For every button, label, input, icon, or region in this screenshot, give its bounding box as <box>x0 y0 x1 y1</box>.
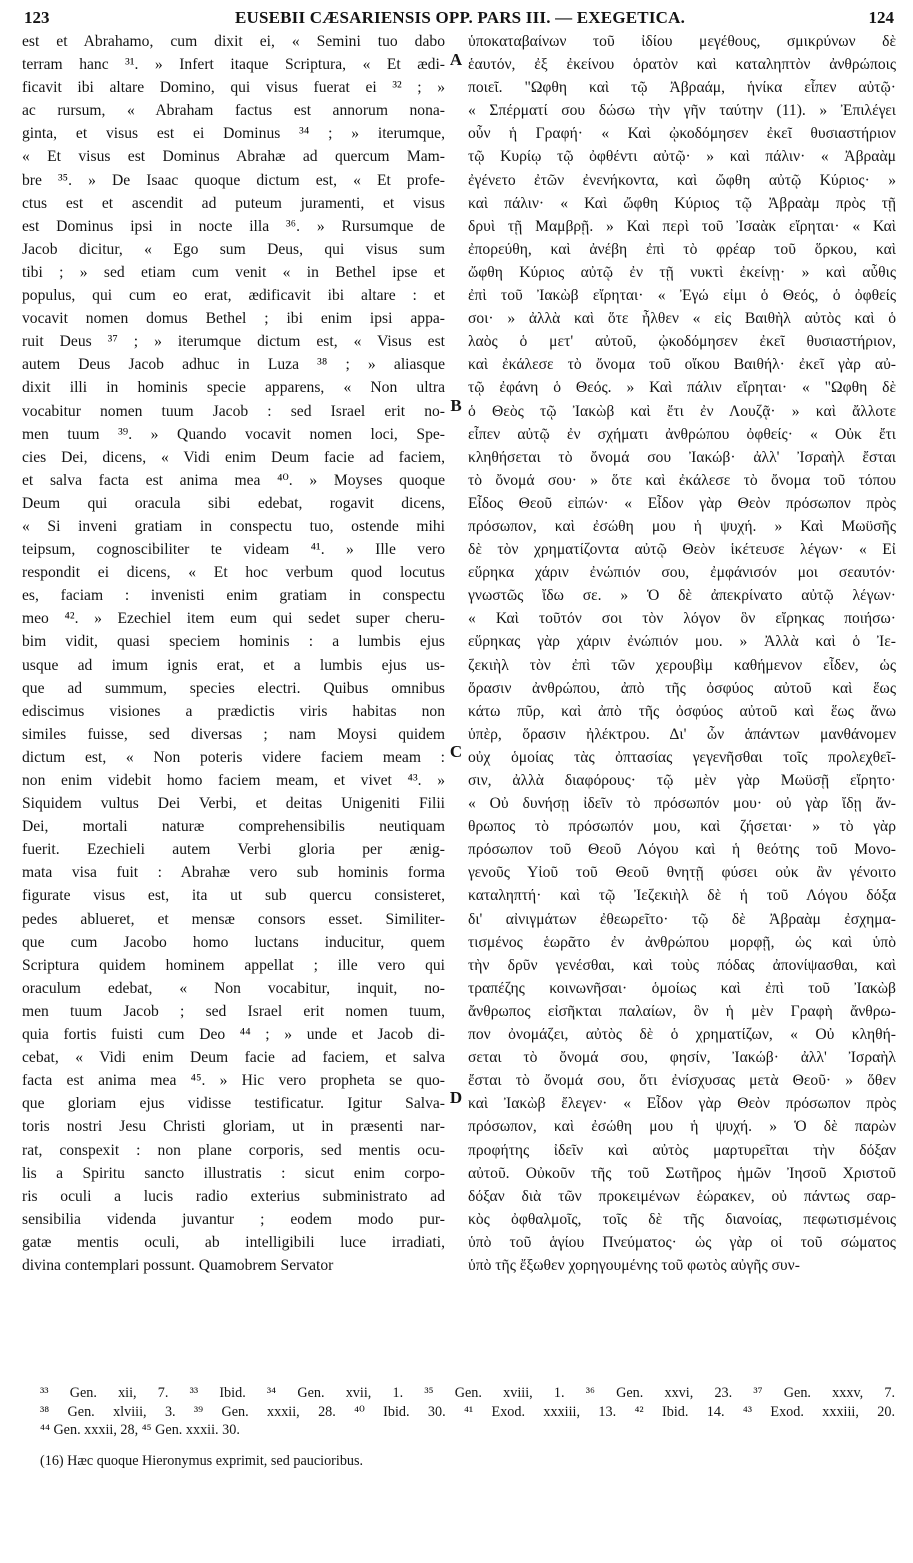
greek-text-line: τισμένος ἑωρᾶτο ἐν ἀνθρώπου μορφῇ, ὡς καὶ ὑπὸ <box>468 933 896 951</box>
latin-text-line: mata visa fuit : Abrahæ vero sub hominis forma <box>22 864 445 882</box>
greek-text-line: « Οὐ δυνήσῃ ἰδεῖν τὸ πρόσωπόν μου· οὐ γὰρ ἴδῃ ἄν- <box>468 795 896 813</box>
running-title: EUSEBII CÆSARIENSIS OPP. PARS III. — EXEGETICA. <box>234 8 686 27</box>
greek-text-line: ὑπὸ τοῦ ἁγίου Πνεύματος· ὡς γὰρ οἱ τοῦ σώματος <box>468 1233 896 1251</box>
latin-text-line: ris oculi a lucis radio exterius subministrato ad <box>22 1187 445 1205</box>
latin-text-line: oraculum edebat, « Non vocabitur, inquit, no- <box>22 979 445 997</box>
latin-text-line: autem Deus Jacob adhuc in Luza ³⁸ ; » aliasque <box>22 356 445 374</box>
latin-text-line: lis a Spiritu sancto illustratis : sicut enim corpo- <box>22 1164 445 1182</box>
latin-text-line: meo ⁴². » Ezechiel item eum qui sedet super cheru- <box>22 610 445 628</box>
greek-text-line: καὶ Ἰακὼβ ἔλεγεν· « Εἶδον γὰρ Θεὸν πρόσωπον πρὸς <box>468 1095 896 1113</box>
latin-text-line: similes fuisse, sed diversas ; nam Moysi quidem <box>22 725 445 743</box>
greek-text-line: ὁ Θεὸς τῷ Ἰακὼβ καὶ ἔτι ἐν Λουζᾷ· » καὶ ἄλλοτε <box>468 402 896 420</box>
latin-text-line: Scriptura quidem hominem appellat ; ille vero qui <box>22 956 445 974</box>
latin-text-line: ruit Deus ³⁷ ; » iterumque dictum est, « Visus est <box>22 333 445 351</box>
greek-text-line: ὑπὸ τῆς ἔξωθεν χορηγουμένης τοῦ φωτὸς αὐγῆς συν- <box>468 1256 800 1274</box>
latin-text-line: Dei, mortali naturæ comprehensibilis neutiquam <box>22 818 445 836</box>
margin-marker-a: A <box>449 50 463 69</box>
footnote-line: ³³ Gen. xii, 7. ³³ Ibid. ³⁴ Gen. xvii, 1. ³⁵ Gen. xviii, 1. ³⁶ Gen. xxvi, 23. ³⁷ Gen. xxxv, 7. <box>40 1385 895 1401</box>
greek-text-line: κὸς ὀφθαλμοῖς, τοῖς δὲ τῆς διανοίας, πεφωτισμένοις <box>468 1210 896 1228</box>
latin-text-line: ediscimus visiones a prædictis viris habitas non <box>22 702 445 720</box>
latin-text-line: bre ³⁵. » De Isaac quoque dictum est, « Et profe- <box>22 171 445 189</box>
latin-text-line: gatæ mentis oculi, ab intelligibili luce irradiati, <box>22 1233 445 1251</box>
greek-text-line: ὑπὲρ, ὅρασιν ἠλέκτρου. Δι' ὧν ἁπάντων μανθάνομεν <box>468 725 896 743</box>
greek-text-line: ἔσται τὸ ὄνομά σου, ὅτι ἐνίσχυσας μετὰ Θεοῦ· » ὅθεν <box>468 1072 896 1090</box>
greek-text-line: εὕρηκας γὰρ χάριν ἐνώπιόν μου. » Ἀλλὰ καὶ ὁ Ἰε- <box>468 633 896 651</box>
latin-text-line: Jacob dicitur, « Ego sum Deus, qui visus sum <box>22 240 445 258</box>
latin-text-line: divina contemplari possunt. Quamobrem Servator <box>22 1256 334 1274</box>
greek-text-line: οὖν ἡ Γραφή· « Καὶ ᾠκοδόμησεν ἐκεῖ θυσιαστήριον <box>468 125 896 143</box>
latin-text-line: es, faciam : invenisti enim gratiam in conspectu <box>22 587 445 605</box>
greek-text-line: ἐγένετο ἐτῶν ἐνενήκοντα, καὶ ὤφθη αὐτῷ Κύριος· » <box>468 171 896 189</box>
latin-text-line: est et Abrahamo, cum dixit ei, « Semini tuo dabo <box>22 33 445 50</box>
greek-text-line: εἶπεν αὐτῷ ἐν σχήματι ἀνθρώπου ὀφθείς· « Οὐκ ἔτι <box>468 425 896 443</box>
latin-text-line: facta est anima mea ⁴⁵. » Hic vero propheta se quo- <box>22 1072 445 1090</box>
greek-text-line: τραπέζης κοινωνῆσαι· ὁμοίως καὶ ἐπὶ τοῦ Ἰακὼβ <box>468 979 896 997</box>
greek-text-line: « Σπέρματί σου δώσω τὴν γῆν ταύτην (11). » Ἐπιλέγει <box>468 102 896 120</box>
latin-text-line: dixit illi in hominis specie apparens, « Non ultra <box>22 379 445 397</box>
latin-text-line: cies Dei, dicens, « Vidi enim Deum facie ad faciem, <box>22 448 445 466</box>
greek-text-line: ζεκιὴλ τὸν ἐπὶ τῶν χερουβὶμ καθήμενον εἶδεν, ὡς <box>468 656 896 674</box>
greek-text-line: τῷ Κυρίῳ τῷ ὀφθέντι αὐτῷ· » καὶ πάλιν· « Ἀβραὰμ <box>468 148 896 166</box>
latin-text-line: cebat, « Vidi enim Deum facie ad faciem, et salva <box>22 1049 445 1067</box>
latin-text-line: non enim videbit homo faciem meam, et vivet ⁴³. » <box>22 772 445 789</box>
greek-text-line: δὲ τὸν χρηματίζοντα αὐτῷ Θεὸν ἱκέτευσε λέγων· « Εἰ <box>468 541 896 559</box>
greek-text-line: τὴν δρῦν γενέσθαι, καὶ τοὺς πόδας ἀπονίψασθαι, καὶ <box>468 956 896 974</box>
greek-text-line: αὐτοῦ. Οὐκοῦν τῆς τοῦ Σωτῆρος ἡμῶν Ἰησοῦ Χριστοῦ <box>468 1164 896 1182</box>
latin-text-line: que cum Jacobo homo luctans inducitur, quem <box>22 933 445 951</box>
scripture-footnotes <box>40 1384 895 1440</box>
latin-text-line: que gloriam ejus vidisse testificatur. Igitur Salva- <box>22 1095 445 1113</box>
greek-text-line: σεται τὸ ὄνομά σου, φησίν, Ἰακώβ· ἀλλ' Ἰσραὴλ <box>468 1049 896 1067</box>
greek-text-line: σιν, ἀλλὰ διαφόρους· τῷ μὲν γὰρ Μωϋσῇ εἴρητο· <box>468 772 896 789</box>
latin-text-line: teipsum, cognoscibiliter te videam ⁴¹. » Ille vero <box>22 541 445 559</box>
greek-text-line: ὤφθη Κύριος αὐτῷ ἐν τῇ νυκτὶ ἐκείνῃ· » καὶ αὖθις <box>468 263 896 281</box>
latin-text-line: ac rursum, « Abraham factus est annorum nona- <box>22 102 445 120</box>
latin-text-line: respondit ei dicens, « Et hoc verbum quod locutus <box>22 564 445 582</box>
latin-text-line: est Dominus ipsi in nocte illa ³⁶. » Rursumque de <box>22 217 445 235</box>
greek-text-line: τὸ ὄνομά σου· » ὅτε καὶ ἐκάλεσε τὸ ὄνομα τοῦ τόπου <box>468 471 896 489</box>
latin-text-line: fuerit. Ezechieli autem Verbi gloria per ænig- <box>22 841 445 859</box>
latin-text-line: bim vidit, quasi speciem hominis : a lumbis ejus <box>22 633 445 651</box>
greek-text-line: πρόσωπον, καὶ ἐσώθη μου ἡ ψυχή. » Ὁ δὲ παρὼν <box>468 1118 896 1136</box>
footnote-line: ⁴⁴ Gen. xxxii, 28, ⁴⁵ Gen. xxxii. 30. <box>40 1422 240 1438</box>
margin-marker-d: D <box>449 1088 463 1107</box>
greek-text-line: ἑαυτόν, ἐξ ἐκείνου ὁρατὸν καὶ καταληπτὸν ἀνθρώποις <box>468 56 896 74</box>
latin-text-line: « Si inveni gratiam in conspectu tuo, ostende mihi <box>22 517 445 535</box>
latin-text-line: vocavit nomen domus Bethel ; ibi enim ipsi appa- <box>22 310 445 328</box>
latin-text-line: men tuum ³⁹. » Quando vocavit nomen loci, Spe- <box>22 425 445 443</box>
latin-text-line: figurate visus est, ita ut sub quercu consisteret, <box>22 887 445 905</box>
margin-marker-c: C <box>449 742 463 761</box>
latin-text-line: populus, qui cum eo erat, ædificavit ibi altare : et <box>22 287 445 305</box>
greek-text-column <box>468 30 896 1370</box>
latin-text-line: terram hanc ³¹. » Infert itaque Scriptura, « Et ædi- <box>22 56 445 74</box>
margin-marker-b: B <box>450 396 462 415</box>
latin-text-column <box>22 30 445 1370</box>
greek-text-line: δι' αἰνιγμάτων ἐθεωρεῖτο· τῷ δὲ Ἀβραὰμ ἐσχημα- <box>468 910 896 928</box>
greek-text-line: ἐπὶ τοῦ Ἰακὼβ εἴρηται· « Ἐγώ εἰμι ὁ Θεός, ὁ ὀφθείς <box>468 287 896 305</box>
greek-text-line: γενοῦς Υἱοῦ τοῦ Θεοῦ θνητῇ φύσει οὐκ ἂν γένοιτο <box>468 864 896 882</box>
greek-text-line: ὅρασιν ἀνθρώπου, ἀπὸ τῆς ὀσφύος αὐτοῦ καὶ ἕως <box>468 679 896 697</box>
page-number-right: 124 <box>868 8 894 27</box>
greek-text-line: πρόσωπον, καὶ ἐσώθη μου ἡ ψυχή. » Καὶ Μωϋσῆς <box>468 517 896 535</box>
greek-text-line: ἐπορεύθη, καὶ ἀνέβη ἐπὶ τὸ φρέαρ τοῦ ὅρκου, καὶ <box>468 240 896 258</box>
latin-text-line: quia fortis fuisti cum Deo ⁴⁴ ; » unde et Jacob di- <box>22 1026 445 1044</box>
greek-text-line: οὐχ ὁμοίας τὰς ὀπτασίας γεγενῆσθαι τοῖς προλεχθεῖ- <box>468 748 896 766</box>
greek-text-line: δόξαν διὰ τῶν προκειμένων ἑώρακεν, οὐ πάντως σαρ- <box>468 1187 896 1205</box>
greek-text-line: κάτω πῦρ, καὶ ἀπὸ τῆς ὀσφύος αὐτοῦ καὶ ἕως ἄνω <box>468 702 896 720</box>
greek-text-line: ποιεῖ. "Ωφθη καὶ τῷ Ἀβραάμ, ἡνίκα εἶπεν αὐτῷ· <box>468 79 896 97</box>
greek-text-line: λαὸς ὁ μετ' αὐτοῦ, ᾠκοδόμησεν ἐκεῖ θυσιαστήριον, <box>468 333 896 351</box>
greek-text-line: καταληπτή· καὶ τῷ Ἰεζεκιὴλ δὲ ἡ τοῦ Λόγου δόξα <box>468 887 896 905</box>
latin-text-line: usque ad imum ignis erat, et a lumbis ejus us- <box>22 656 445 674</box>
greek-text-line: τῷ ἐφάνη ὁ Θεός. » Καὶ πάλιν εἴρηται· « "Ωφθη δὲ <box>468 379 896 397</box>
greek-text-line: κληθήσεται τὸ ὄνομά σου Ἰακώβ· ἀλλ' Ἰσραὴλ ἔσται <box>468 448 896 466</box>
latin-text-line: Siquidem vultus Dei Verbi, et deitas Unigeniti Filii <box>22 795 445 813</box>
greek-text-line: ὑποκαταβαίνων τοῦ ἰδίου μεγέθους, σμικρύνων δὲ <box>468 33 896 50</box>
latin-text-line: pedes ablueret, et mensæ consors esset. Similiter- <box>22 910 445 928</box>
latin-text-line: ctus est et ascendit ad puteum juramenti, et visus <box>22 194 445 212</box>
greek-text-line: καὶ πάλιν· « Καὶ ὤφθη Κύριος τῷ Ἀβραὰμ πρὸς τῇ <box>468 194 896 212</box>
greek-text-line: εὕρηκα χάριν ἐνώπιόν σου, ἐμφάνισόν μοι σεαυτόν· <box>468 564 896 582</box>
latin-text-line: rat, conspexit : non plane corporis, sed mentis ocu- <box>22 1141 445 1159</box>
greek-text-line: πον ὀνομάζει, αὐτὸς δὲ ὁ χρηματίζων, « Οὐ κληθή- <box>468 1026 896 1044</box>
latin-text-line: ficavit ibi altare Domino, qui visus fuerat ei ³² ; » <box>22 79 445 97</box>
greek-text-line: δρυὶ τῇ Μαμβρῇ. » Καὶ περὶ τοῦ Ἰσαὰκ εἴρηται· « Καὶ <box>468 217 896 235</box>
footnote-line: ³⁸ Gen. xlviii, 3. ³⁹ Gen. xxxii, 28. ⁴⁰ Ibid. 30. ⁴¹ Exod. xxxiii, 13. ⁴² Ibid. 14. ⁴³ Exod. xxxiii, 20. <box>40 1403 895 1420</box>
latin-text-line: toris nostri Jesu Christi gloriam, ut in præsenti nar- <box>22 1118 445 1136</box>
greek-text-line: πρόσωπον τοῦ Θεοῦ Λόγου καὶ ἡ θεότης τοῦ Μονο- <box>468 841 896 859</box>
greek-text-line: ἄνθρωπος εἰσῆκται παλαίων, ὃν ἡ μὲν Γραφὴ ἄνθρω- <box>468 1002 896 1020</box>
latin-text-line: dictum est, « Non poteris videre faciem meam : <box>22 748 445 766</box>
greek-text-line: « Καὶ τοῦτόν σοι τὸν λόγον ὃν εἴρηκας ποιήσω· <box>468 610 896 628</box>
latin-text-line: vocabitur nomen tuum Jacob : sed Israel erit no- <box>22 402 445 420</box>
latin-text-line: ginta, et visus est ei Dominus ³⁴ ; » iterumque, <box>22 125 445 143</box>
greek-text-line: Εἶδος Θεοῦ εἰπών· « Εἶδον γὰρ Θεὸν πρόσωπον πρὸς <box>468 494 896 512</box>
greek-text-line: προφήτης ἰδεῖν καὶ αὐτὸς μαρτυρεῖται τὴν δόξαν <box>468 1141 896 1159</box>
latin-text-line: que ad summum, species electri. Quibus omnibus <box>22 679 445 697</box>
latin-text-line: « Et visus est Dominus Abrahæ ad quercum Mam- <box>22 148 445 166</box>
greek-text-line: καὶ ἐκάλεσε τὸ ὄνομα τοῦ οἴκου Βαιθήλ· ἐκεῖ γὰρ αὐ- <box>468 356 896 374</box>
greek-text-line: σοι· » ἀλλὰ καὶ ὅτε ἦλθεν « εἰς Βαιθὴλ αὐτὸς καὶ ὁ <box>468 310 896 328</box>
latin-text-line: et salva facta est anima mea ⁴⁰. » Moyses quoque <box>22 471 445 489</box>
greek-text-line: γνωστῶς ἴδω σε. » Ὁ δὲ ἀπεκρίνατο αὐτῷ λέγων· <box>468 587 896 605</box>
greek-text-line: θρωπος τὸ πρόσωπόν μου, καὶ ζήσεται· » τὸ γὰρ <box>468 818 896 836</box>
latin-text-line: men tuum Jacob ; sed Israel erit nomen tuum, <box>22 1002 445 1020</box>
latin-text-line: sensibilia videnda juvantur ; eodem modo pur- <box>22 1210 445 1228</box>
latin-text-line: tibi ; » sed etiam cum venit « in Bethel ipse et <box>22 263 445 281</box>
page-number-left: 123 <box>24 8 50 27</box>
latin-text-line: Deum qui oracula sibi edebat, rogavit dicens, <box>22 494 445 512</box>
editorial-note: (16) Hæc quoque Hieronymus exprimit, sed paucioribus. <box>40 1453 364 1469</box>
